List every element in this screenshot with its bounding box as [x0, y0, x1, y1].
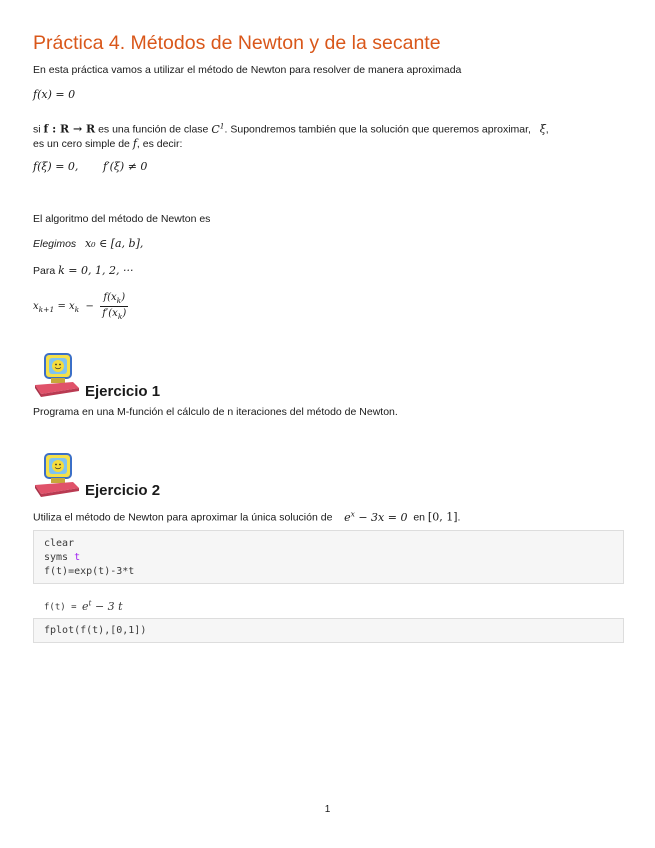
exercise2-text: Utiliza el método de Newton para aproximar la única solución de $e^x - 3x = 0$ en [0, 1]. [33, 509, 461, 524]
simple-zero-line [33, 137, 182, 151]
newton-fraction: $\frac{f(x_k)}{f'(x_k)}$ [102, 292, 127, 321]
code-line-fplot: fplot(f(t),[0,1]) [44, 625, 147, 636]
page-title: Práctica 4. Métodos de Newton y de la secante [33, 32, 441, 54]
computer-smiley-icon [33, 452, 81, 498]
para-label: Para [33, 265, 56, 277]
x0-interval: x₀ ∈ [a, b], [84, 237, 144, 250]
code-block-1[interactable] [33, 530, 624, 584]
elegimos-label: Elegimos [33, 238, 77, 250]
simple-zero-text: es un cero simple de [33, 138, 130, 150]
class-text: es una función de clase [98, 123, 209, 136]
k-values: k = 0, 1, 2, ··· [58, 264, 134, 277]
computer-smiley-icon [33, 352, 81, 398]
condition-f-zero: f(ξ) = 0, [33, 160, 79, 173]
output-f-of-t: $f(t) = e^t - 3$ t [44, 598, 123, 613]
code-block-2[interactable] [33, 618, 624, 643]
code-line-define-f: f(t)=exp(t)-3*t [44, 566, 135, 577]
f-symbol: f [132, 137, 137, 150]
code-line-syms: syms t [44, 552, 81, 563]
exercise1-heading: Ejercicio 1 [85, 383, 161, 400]
condition-fprime-nonzero: f′(ξ) ≠ 0 [103, 160, 148, 173]
exercise2-equation: $e^x - 3x = 0$ [344, 509, 408, 524]
suppose-text: . Supondremos también que la solución que queremos aproximar, [224, 123, 531, 136]
elegimos-line [33, 237, 143, 251]
equation-fx-zero: f(x) = 0 [33, 88, 76, 101]
code-line-clear: clear [44, 538, 75, 549]
function-class-line [33, 119, 549, 137]
newton-iteration-formula: $x_{k+1} = x_k$ − $\frac{f(x_k)}{f'(x_k)}$ [33, 292, 127, 321]
exercise1-text: Programa en una M-función el cálculo de n iteraciones del método de Newton. [33, 406, 398, 418]
xi-symbol: ξ [539, 122, 546, 136]
si-word: si [33, 123, 41, 136]
page-number: 1 [324, 804, 331, 815]
function-mapping: f : R → R [43, 122, 96, 136]
exercise2-heading: Ejercicio 2 [85, 482, 161, 499]
exercise2-interval: [0, 1] [427, 510, 458, 524]
es-decir-text: , es decir: [136, 138, 183, 150]
comma: , [545, 123, 549, 136]
class-symbol: $C^1$ [211, 121, 225, 136]
algorithm-intro: El algoritmo del método de Newton es [33, 213, 211, 225]
intro-paragraph: En esta práctica vamos a utilizar el método de Newton para resolver de manera aproximada [33, 64, 462, 76]
para-k-line [33, 264, 133, 278]
